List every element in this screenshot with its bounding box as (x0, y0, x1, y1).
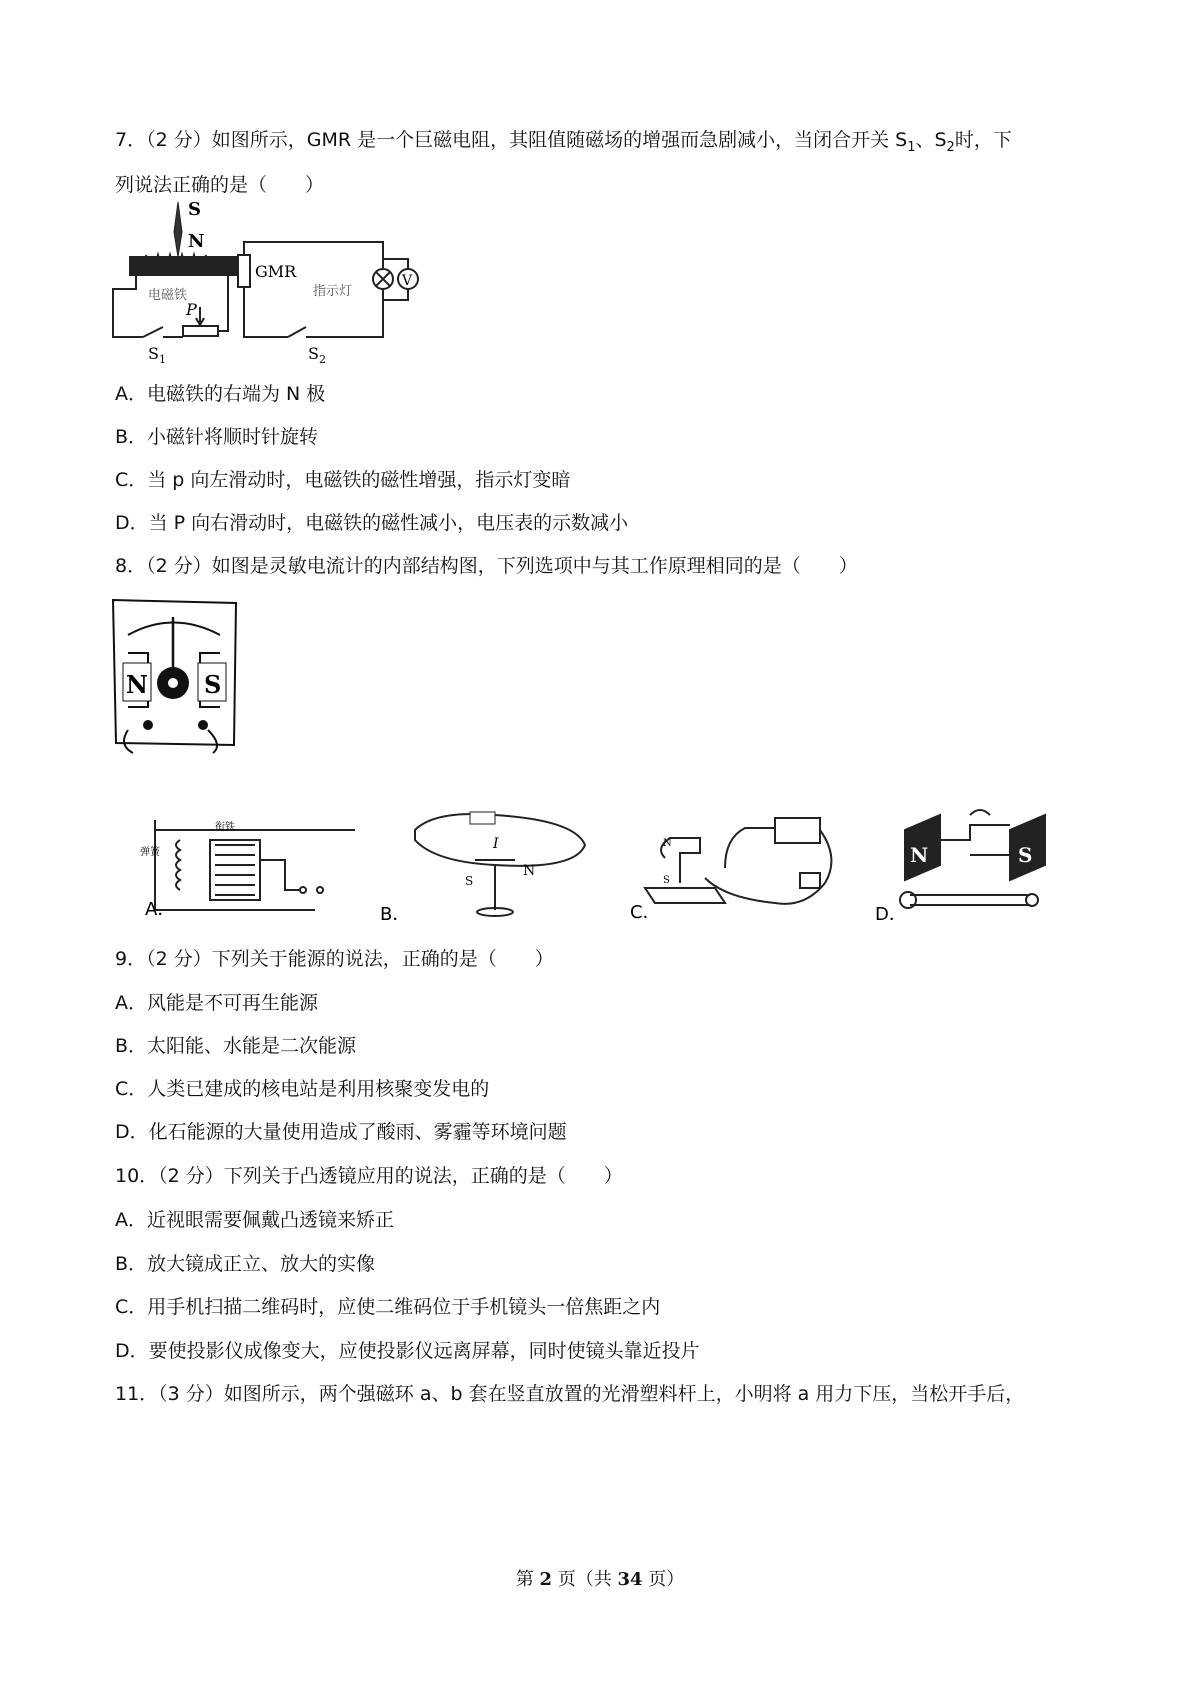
q8-galvanometer-figure (108, 595, 243, 755)
q7-option-d: D．当 P 向右滑动时，电磁铁的磁性减小，电压表的示数减小 (115, 512, 629, 534)
choice-d-n-label: N (910, 843, 929, 867)
compass-s-label: S (188, 199, 201, 220)
q7-stem-part: 时，下 (954, 129, 1012, 151)
q7-option-a: A．电磁铁的右端为 N 极 (115, 383, 326, 405)
choice-c-label: C． (630, 902, 661, 923)
q8-stem: 8．（2 分）如图是灵敏电流计的内部结构图，下列选项中与其工作原理相同的是（ ） (115, 555, 858, 577)
spring-label: 弹簧 (140, 847, 160, 858)
page-footer (0, 1565, 1200, 1591)
q10-option-b: B．放大镜成正立、放大的实像 (115, 1253, 376, 1275)
q7-stem-part: 7．（2 分）如图所示，GMR 是一个巨磁电阻，其阻值随磁场的增强而急剧减小，当闭合开关 S (115, 129, 908, 151)
q8-choice-c-figure (625, 808, 855, 925)
electromagnet-label: 电磁铁 (148, 288, 188, 303)
q7-circuit-figure (108, 197, 438, 372)
q11-stem: 11．（3 分）如图所示，两个强磁环 a、b 套在竖直放置的光滑塑料杆上，小明将 a 用力下压，当松开手后， (115, 1383, 1025, 1405)
q9-option-d: D．化石能源的大量使用造成了酸雨、雾霾等环境问题 (115, 1121, 567, 1143)
choice-d-label: D． (875, 904, 907, 925)
q10-stem: 10．（2 分）下列关于凸透镜应用的说法，正确的是（ ） (115, 1165, 623, 1187)
q7-stem-part: 、S (915, 129, 947, 151)
footer-page-number: 2 (539, 1569, 552, 1590)
footer-total-pages: 34 (617, 1569, 643, 1590)
switch2-label: $S_2$ (308, 344, 326, 366)
choice-b-n-label: N (523, 863, 536, 879)
compass-n-label: N (188, 231, 205, 252)
footer-middle: 页（共 (552, 1569, 618, 1590)
choice-b-label: B． (380, 904, 411, 925)
q8-choice-b-figure (375, 800, 605, 925)
q7-stem-line1 (115, 127, 1012, 161)
footer-prefix: 第 (515, 1569, 540, 1590)
armature-label: 衔铁 (215, 822, 235, 833)
gmr-label: GMR (255, 262, 297, 281)
q9-option-c: C．人类已建成的核电站是利用核聚变发电的 (115, 1078, 490, 1100)
choice-b-s-label: S (465, 874, 474, 888)
choice-a-label: A． (145, 899, 176, 920)
slider-p-label: P (186, 300, 197, 319)
q9-stem: 9．（2 分）下列关于能源的说法，正确的是（ ） (115, 948, 554, 970)
q7-stem-line2: 列说法正确的是（ ） (115, 174, 325, 196)
q7-option-b: B．小磁针将顺时针旋转 (115, 426, 319, 448)
choice-d-s-label: S (1018, 843, 1033, 867)
q10-option-a: A．近视眼需要佩戴凸透镜来矫正 (115, 1209, 394, 1231)
q8-choice-d-figure (870, 800, 1100, 925)
footer-suffix: 页） (642, 1569, 685, 1590)
indicator-label: 指示灯 (313, 284, 353, 299)
galvanometer-s-label: S (204, 670, 222, 699)
q9-option-a: A．风能是不可再生能源 (115, 992, 318, 1014)
switch1-label: $S_1$ (148, 344, 166, 366)
q8-choice-a-figure (115, 810, 365, 925)
q7-option-c: C．当 p 向左滑动时，电磁铁的磁性增强，指示灯变暗 (115, 469, 571, 491)
q7-sub-1: 1 (907, 139, 916, 155)
current-i-label: I (493, 836, 499, 852)
galvanometer-n-label: N (126, 670, 148, 699)
q9-option-b: B．太阳能、水能是二次能源 (115, 1035, 357, 1057)
choice-c-s-label: S (663, 875, 670, 886)
q10-option-c: C．用手机扫描二维码时，应使二维码位于手机镜头一倍焦距之内 (115, 1296, 661, 1318)
choice-c-n-label: N (663, 838, 672, 849)
q10-option-d: D．要使投影仪成像变大，应使投影仪远离屏幕，同时使镜头靠近投片 (115, 1340, 700, 1362)
voltmeter-label: V (402, 273, 413, 289)
q7-sub-2: 2 (946, 139, 955, 155)
